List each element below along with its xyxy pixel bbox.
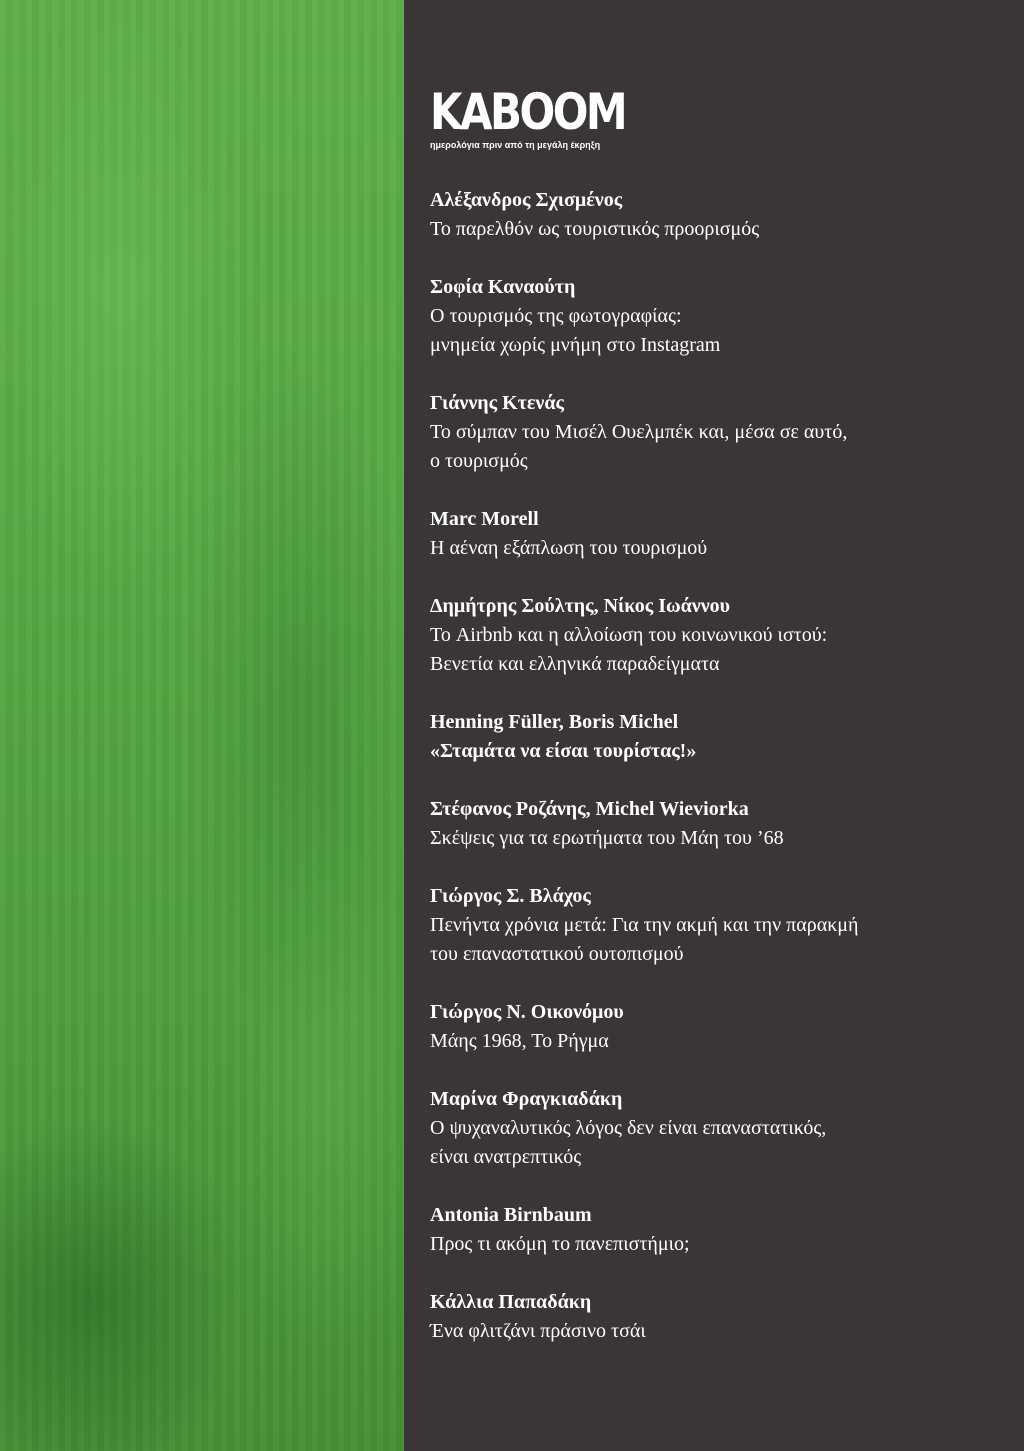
kaboom-logo [430, 84, 630, 150]
entry-author: Γιάννης Κτενάς [430, 392, 564, 414]
entry-title-line: Ο τουρισμός της φωτογραφίας: [430, 305, 682, 327]
contents-entry [430, 795, 1000, 853]
entry-author: Antonia Birnbaum [430, 1204, 592, 1226]
contents-entry [430, 998, 1000, 1056]
entry-author: Μαρίνα Φραγκιαδάκη [430, 1088, 623, 1110]
entry-title-line: Ένα φλιτζάνι πράσινο τσάι [430, 1320, 646, 1342]
entry-title-line: Η αέναη εξάπλωση του τουρισμού [430, 537, 708, 559]
entry-author: Γιώργος Σ. Βλάχος [430, 885, 591, 907]
entry-title-line: Ο ψυχαναλυτικός λόγος δεν είναι επαναστατικός, [430, 1117, 827, 1139]
entry-author: Henning Füller, Boris Michel [430, 711, 679, 733]
entry-title-line: Το σύμπαν του Μισέλ Ουελμπέκ και, μέσα σε αυτό, [430, 421, 848, 443]
entry-title-line: Μάης 1968, Το Ρήγμα [430, 1030, 609, 1052]
entry-title-line: Το Airbnb και η αλλοίωση του κοινωνικού ιστού: [430, 624, 828, 646]
contents-entry [430, 1288, 1000, 1346]
entry-title-line: Το παρελθόν ως τουριστικός προορισμός [430, 218, 760, 240]
entry-author: Στέφανος Ροζάνης, Michel Wieviorka [430, 798, 749, 820]
contents-list [430, 186, 1000, 1375]
logo-wordmark: KABOOM [430, 83, 626, 141]
entry-title-line: «Σταμάτα να είσαι τουρίστας!» [430, 740, 697, 762]
entry-title-line: Βενετία και ελληνικά παραδείγματα [430, 653, 720, 675]
entry-author: Κάλλια Παπαδάκη [430, 1291, 592, 1313]
entry-author: Γιώργος Ν. Οικονόμου [430, 1001, 624, 1023]
entry-title-line: ο τουρισμός [430, 450, 528, 472]
entry-title-line: μνημεία χωρίς μνήμη στο Instagram [430, 334, 721, 356]
entry-author: Αλέξανδρος Σχισμένος [430, 189, 623, 211]
logo-tagline: ημερολόγια πριν από τη μεγάλη έκρηξη [430, 140, 601, 150]
entry-title-line: του επαναστατικού ουτοπισμού [430, 943, 684, 965]
contents-entry [430, 389, 1000, 476]
entry-title-line: Σκέψεις για τα ερωτήματα του Μάη του ’68 [430, 827, 784, 849]
contents-entry [430, 1201, 1000, 1259]
contents-entry [430, 505, 1000, 563]
entry-title-line: Προς τι ακόμη το πανεπιστήμιο; [430, 1233, 690, 1255]
entry-title-line: Πενήντα χρόνια μετά: Για την ακμή και την παρακμή [430, 914, 859, 936]
contents-entry [430, 186, 1000, 244]
green-painted-panel [0, 0, 404, 1451]
entry-title-line: είναι ανατρεπτικός [430, 1146, 582, 1168]
entry-author: Marc Morell [430, 508, 539, 530]
contents-entry [430, 273, 1000, 360]
contents-entry [430, 1085, 1000, 1172]
contents-entry [430, 882, 1000, 969]
entry-author: Σοφία Καναούτη [430, 276, 576, 298]
contents-entry [430, 592, 1000, 679]
entry-author: Δημήτρης Σούλτης, Νίκος Ιωάννου [430, 595, 731, 617]
contents-entry [430, 708, 1000, 766]
